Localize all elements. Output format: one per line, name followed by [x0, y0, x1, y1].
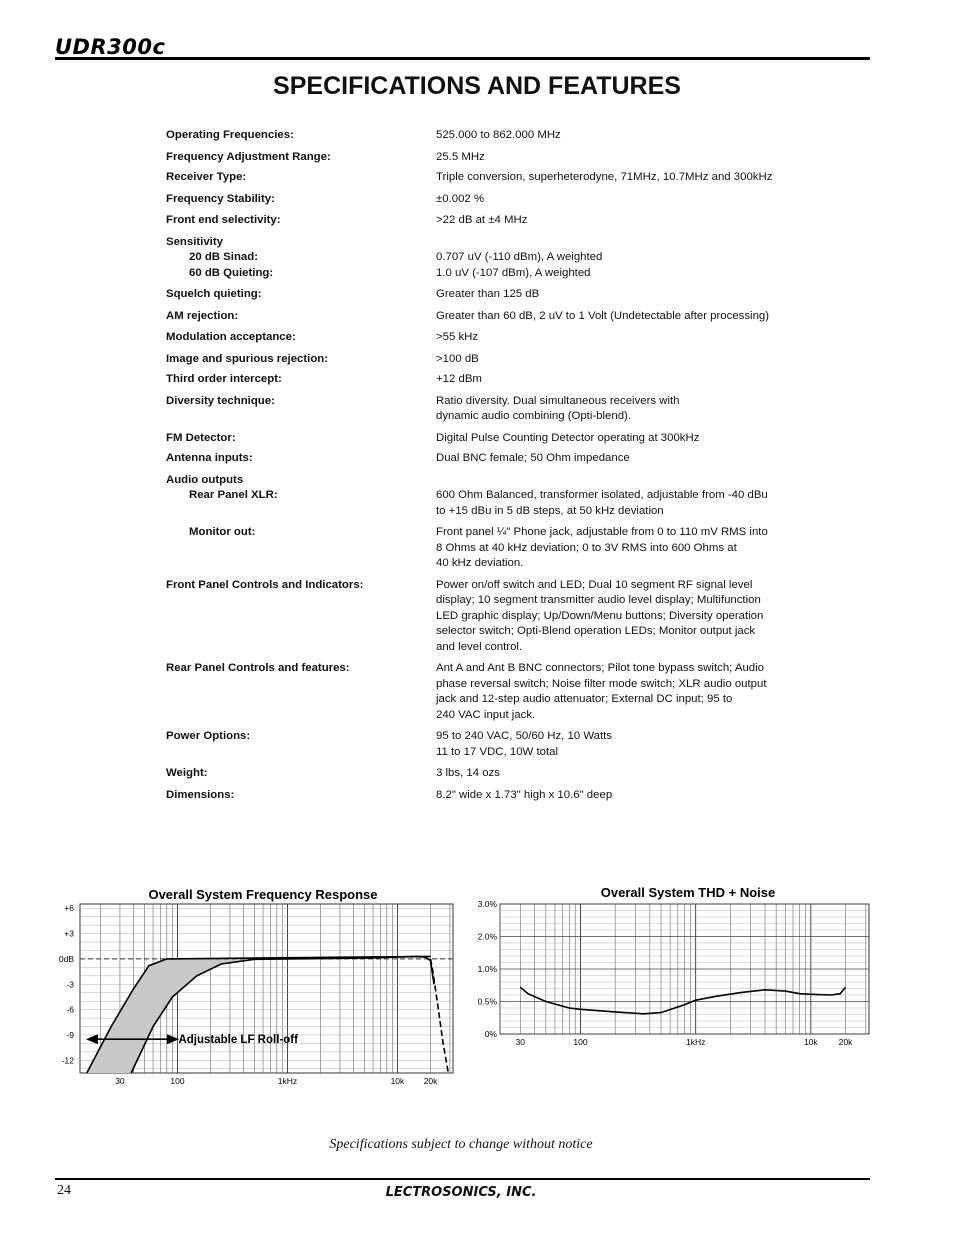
frequency-response-chart — [50, 884, 462, 1095]
spec-row — [166, 128, 806, 144]
spec-label-text: Frequency Stability: — [166, 192, 275, 205]
x-tick-label: 10k — [803, 1037, 818, 1047]
spec-row — [166, 287, 806, 303]
spec-label — [166, 352, 436, 368]
spec-label-text: AM rejection: — [166, 309, 239, 322]
spec-row — [166, 473, 806, 520]
spec-row — [166, 394, 806, 425]
x-tick-label: 30 — [115, 1076, 125, 1086]
spec-value-line: 8 Ohms at 40 kHz deviation; 0 to 3V RMS into 600 Ohms at — [436, 541, 737, 554]
spec-value-line: Dual BNC female; 50 Ohm impedance — [436, 452, 630, 464]
x-tick-label: 1kHz — [277, 1076, 298, 1086]
spec-value-line: Greater than 125 dB — [436, 288, 540, 300]
spec-value-line: phase reversal switch; Noise filter mode switch; XLR audio output — [436, 677, 767, 690]
spec-label — [166, 287, 436, 303]
spec-value — [436, 788, 806, 804]
spec-value — [436, 578, 806, 656]
spec-label — [166, 309, 436, 325]
spec-label-text: Power Options: — [166, 730, 251, 742]
thd-noise-chart — [470, 884, 872, 1059]
spec-value-line: and level control. — [436, 640, 523, 653]
spec-value-line: 95 to 240 VAC, 50/60 Hz, 10 Watts — [436, 730, 613, 742]
spec-label — [166, 729, 436, 760]
spec-value-line: 3 lbs, 14 ozs — [436, 767, 500, 779]
spec-value-line: dynamic audio combining (Opti-blend). — [436, 410, 632, 422]
spec-label — [166, 473, 436, 520]
spec-value-line: Digital Pulse Counting Detector operating at 300kHz — [436, 431, 700, 444]
spec-value — [436, 192, 806, 208]
spec-label-text: Diversity technique: — [166, 394, 275, 407]
spec-value-line: Greater than 60 dB, 2 uV to 1 Volt (Undetectable after processing) — [436, 309, 770, 322]
header-rule — [55, 57, 870, 60]
spec-value-line: 25.5 MHz — [436, 150, 485, 163]
spec-value-line: 8.2" wide x 1.73" high x 10.6" deep — [436, 788, 613, 801]
y-tick-label: +6 — [64, 903, 74, 914]
spec-value-line: Ratio diversity. Dual simultaneous receivers with — [436, 394, 680, 407]
y-tick-label: 3.0% — [477, 899, 497, 909]
spec-label-text: Audio outputs — [166, 473, 244, 486]
spec-label-text: Antenna inputs: — [166, 452, 253, 464]
spec-row — [166, 213, 806, 229]
y-tick-label: 2.0% — [477, 931, 497, 942]
spec-label — [166, 661, 436, 723]
y-tick-label: 1.0% — [477, 964, 497, 974]
spec-value-line: >22 dB at ±4 MHz — [436, 214, 528, 226]
y-tick-label: +3 — [64, 928, 74, 939]
spec-row — [166, 372, 806, 388]
spec-label — [166, 330, 436, 346]
spec-row — [166, 330, 806, 346]
spec-label-text: Sensitivity — [166, 235, 223, 248]
spec-label-text: Rear Panel Controls and features: — [166, 662, 350, 674]
spec-value-line: 40 kHz deviation. — [436, 557, 524, 569]
spec-value-line: 1.0 uV (-107 dBm), A weighted — [436, 266, 591, 279]
chart-title: Overall System THD + Noise — [600, 885, 776, 900]
thd-noise-plot — [470, 884, 872, 1054]
spec-row — [166, 661, 806, 723]
spec-label — [166, 766, 436, 782]
x-tick-label: 20k — [423, 1076, 438, 1086]
spec-row — [166, 451, 806, 467]
spec-row — [166, 170, 806, 186]
spec-sublabel: 60 dB Quieting: — [189, 266, 274, 279]
spec-value-line: Front panel ¼" Phone jack, adjustable from 0 to 110 mV RMS into — [436, 526, 768, 538]
spec-label — [166, 213, 436, 229]
spec-row — [166, 150, 806, 166]
spec-row — [166, 729, 806, 760]
spec-row — [166, 766, 806, 782]
spec-value-line — [436, 235, 806, 251]
spec-label — [166, 788, 436, 804]
spec-value-line: 525.000 to 862.000 MHz — [436, 129, 561, 141]
y-tick-label: 0.5% — [477, 996, 497, 1007]
spec-value-line: LED graphic display; Up/Down/Menu buttons; Diversity operation — [436, 609, 764, 622]
spec-label — [166, 192, 436, 208]
spec-value — [436, 213, 806, 229]
spec-value — [436, 330, 806, 346]
spec-value — [436, 766, 806, 782]
spec-value — [436, 352, 806, 368]
x-tick-label: 10k — [390, 1076, 405, 1086]
y-tick-label: -3 — [66, 979, 74, 990]
frequency-response-plot — [50, 884, 462, 1090]
spec-value-line: Ant A and Ant B BNC connectors; Pilot tone bypass switch; Audio — [436, 662, 764, 674]
spec-value-line: +12 dBm — [436, 373, 482, 385]
spec-value-line: >55 kHz — [436, 331, 479, 343]
specifications-table — [166, 122, 806, 803]
page-title: SPECIFICATIONS AND FEATURES — [273, 72, 681, 100]
spec-value — [436, 150, 806, 166]
spec-label — [166, 128, 436, 144]
spec-label-text: Modulation acceptance: — [166, 331, 296, 343]
spec-label — [166, 394, 436, 425]
spec-label-text: Image and spurious rejection: — [166, 352, 329, 365]
spec-label — [166, 235, 436, 282]
spec-value-line — [436, 473, 806, 489]
spec-label-text: Front end selectivity: — [166, 214, 281, 226]
x-tick-label: 30 — [515, 1037, 526, 1047]
spec-label-text: Frequency Adjustment Range: — [166, 150, 331, 163]
x-tick-label: 100 — [170, 1076, 185, 1086]
spec-label — [166, 578, 436, 656]
spec-value — [436, 473, 806, 520]
spec-row — [166, 525, 806, 572]
spec-value — [436, 309, 806, 325]
spec-label-text: Front Panel Controls and Indicators: — [166, 578, 364, 591]
spec-value — [436, 287, 806, 303]
spec-label — [166, 170, 436, 186]
spec-value-line: jack and 12-step audio attenuator; External DC input; 95 to — [436, 693, 733, 705]
page-number: 24 — [57, 1183, 71, 1198]
spec-value — [436, 661, 806, 723]
spec-label — [166, 525, 436, 572]
chart-title: Overall System Frequency Response — [148, 887, 378, 902]
spec-value-line: 11 to 17 VDC, 10W total — [436, 745, 558, 758]
footer-rule — [55, 1178, 870, 1180]
spec-value-line: Power on/off switch and LED; Dual 10 segment RF signal level — [436, 578, 753, 591]
spec-label-text: Weight: — [166, 767, 208, 779]
spec-sublabel: Monitor out: — [189, 526, 256, 538]
spec-label — [166, 451, 436, 467]
spec-label — [166, 372, 436, 388]
spec-value-line: to +15 dBu in 5 dB steps, at 50 kHz deviation — [436, 504, 664, 517]
spec-value-line: 600 Ohm Balanced, transformer isolated, adjustable from -40 dBu — [436, 489, 768, 501]
x-tick-label: 100 — [573, 1037, 588, 1047]
spec-value-line: ±0.002 % — [436, 192, 485, 205]
y-tick-label: -6 — [66, 1004, 74, 1015]
x-tick-label: 1kHz — [685, 1037, 706, 1047]
spec-label-text: Squelch quieting: — [166, 288, 262, 300]
spec-label-text: FM Detector: — [166, 431, 236, 444]
spec-label — [166, 150, 436, 166]
spec-row — [166, 309, 806, 325]
x-tick-label: 20k — [838, 1037, 853, 1047]
spec-value-line: Triple conversion, superheterodyne, 71MHz, 10.7MHz and 300kHz — [436, 171, 773, 183]
spec-value — [436, 451, 806, 467]
spec-value — [436, 128, 806, 144]
spec-value-line: display; 10 segment transmitter audio level display; Multifunction — [436, 594, 761, 606]
spec-change-notice: Specifications subject to change without notice — [329, 1137, 593, 1152]
spec-row — [166, 788, 806, 804]
spec-label-text: Operating Frequencies: — [166, 129, 294, 141]
spec-value — [436, 525, 806, 572]
y-tick-label: -9 — [66, 1029, 74, 1040]
spec-value — [436, 372, 806, 388]
spec-row — [166, 431, 806, 447]
spec-value-line: >100 dB — [436, 352, 479, 365]
spec-row — [166, 192, 806, 208]
rolloff-annotation: Adjustable LF Roll-off — [178, 1034, 298, 1047]
y-tick-label: 0dB — [58, 953, 74, 964]
spec-row — [166, 578, 806, 656]
spec-value-line: 240 VAC input jack. — [436, 708, 536, 721]
spec-label-text: Third order intercept: — [166, 373, 282, 385]
company-name: LECTROSONICS, INC. — [385, 1185, 537, 1200]
model-name: UDR300c — [55, 35, 166, 59]
spec-value — [436, 235, 806, 282]
spec-value — [436, 394, 806, 425]
spec-sublabel: 20 dB Sinad: — [189, 251, 258, 263]
spec-value-line: selector switch; Opti-Blend operation LEDs; Monitor output jack — [436, 625, 756, 637]
spec-label — [166, 431, 436, 447]
spec-label-text: Dimensions: — [166, 788, 235, 801]
y-tick-label: -12 — [61, 1055, 74, 1066]
spec-value — [436, 729, 806, 760]
spec-sublabel: Rear Panel XLR: — [189, 489, 278, 501]
y-tick-label: 0% — [484, 1029, 497, 1039]
spec-label-text: Receiver Type: — [166, 171, 247, 183]
spec-value — [436, 170, 806, 186]
spec-value — [436, 431, 806, 447]
spec-row — [166, 235, 806, 282]
spec-value-line: 0.707 uV (-110 dBm), A weighted — [436, 251, 603, 263]
spec-row — [166, 352, 806, 368]
